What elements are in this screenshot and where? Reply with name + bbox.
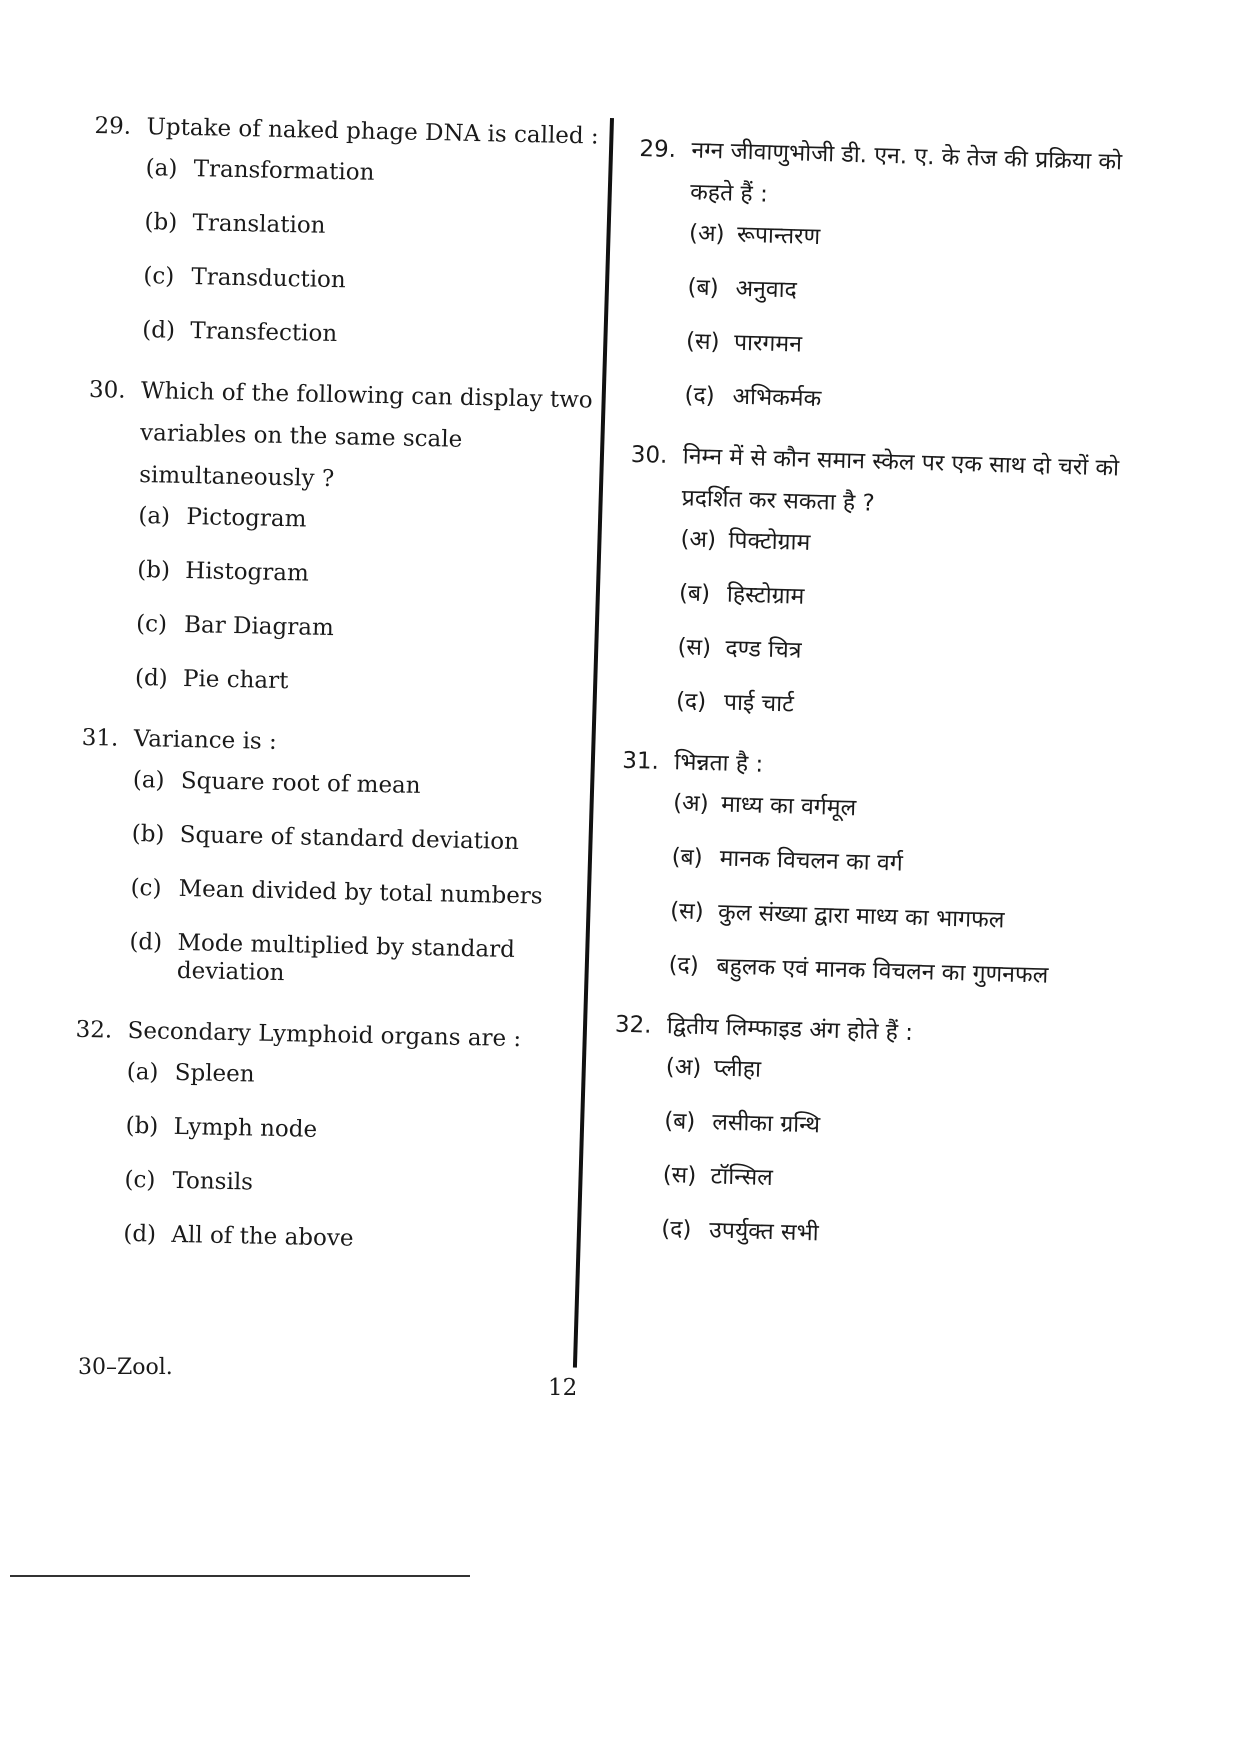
question-31-hi [616,740,1122,992]
option [664,1107,1113,1147]
option-label: (अ) [688,220,725,248]
option [665,1053,1114,1093]
option-label: (द) [660,1216,692,1243]
english-column [71,105,615,1284]
question-32-hi [609,1004,1115,1256]
page-number: 12 [548,1375,578,1401]
option-label: (c) [143,263,175,290]
option-text: अभिकर्मक [732,383,822,413]
option-label: (a) [138,503,171,530]
option-text: Square root of mean [180,767,421,799]
option-label: (c) [130,874,162,902]
option-label: (स) [677,634,712,662]
option-label: (a) [126,1058,159,1086]
option [662,1161,1111,1201]
scan-artifact-line [10,1575,470,1577]
question-text: Which of the following can display two variables on the same scale simultaneously ? [138,378,593,493]
option-label: (अ) [680,526,717,554]
question-30-hi [624,434,1132,728]
option-label: (c) [135,610,168,638]
option-label: (स) [662,1162,697,1189]
question-text: नग्न जीवाणुभोजी डी. एन. ए. के तेज की प्रक्रिया को कहते हैं : [689,137,1123,208]
option-label: (द) [668,952,700,979]
option [145,154,613,192]
option [130,874,598,912]
hindi-column [608,128,1140,1282]
option [137,556,605,594]
option-text: पिक्टोग्राम [728,527,811,556]
question-29-en [90,105,615,354]
option-label: (a) [132,766,165,794]
option-label: (ब) [663,1108,696,1135]
option-text: Square of standard deviation [179,821,520,856]
option-text: दण्ड चित्र [725,635,802,664]
option-label: (अ) [672,790,710,818]
option-text: पारगमन [733,329,803,358]
question-number: 29. [94,112,132,140]
option-label: (b) [136,556,171,584]
option [138,502,606,540]
option-text: Transfection [190,318,338,348]
option [687,273,1136,313]
option [123,1220,591,1258]
option-text: Transformation [193,156,375,186]
option [668,951,1117,991]
question-number: 32. [614,1011,652,1039]
option-label: (d) [123,1220,157,1248]
option-label: (b) [131,820,165,848]
option-text: बहुलक एवं मानक विचलन का गुणनफल [716,953,1049,989]
option-label: (ब) [678,580,711,608]
option-text: पाई चार्ट [723,689,795,718]
option-label: (d) [134,664,168,692]
option [689,219,1138,259]
option [680,525,1129,565]
option-text: Lymph node [173,1113,318,1143]
option [129,928,598,994]
option-label: (d) [142,317,176,344]
paper-code: 30–Zool. [78,1355,173,1380]
option [142,316,610,354]
option-text: Transduction [191,264,346,294]
option-text: प्लीहा [713,1055,762,1083]
option [131,820,599,858]
option [136,610,604,648]
option-label: (b) [125,1112,159,1140]
option [126,1058,594,1096]
question-text: भिन्नता है : [673,749,764,778]
option-label: (c) [124,1166,156,1194]
option [125,1112,593,1150]
option-text: माध्य का वर्गमूल [720,791,857,822]
option [133,766,601,804]
option-label: (d) [129,928,163,956]
question-text: Secondary Lymphoid organs are : [127,1017,522,1053]
option-label: (स) [685,328,720,356]
option-text: Spleen [174,1059,255,1088]
option [684,381,1133,421]
option-text: टॉन्सिल [710,1163,774,1192]
question-number: 29. [639,135,677,164]
option-text: उपर्युक्त सभी [708,1217,820,1247]
option-text: Mean divided by total numbers [178,875,543,910]
option-text: Histogram [184,557,310,587]
option [661,1215,1110,1255]
option-label: (द) [675,688,707,716]
option [670,897,1119,937]
question-number: 31. [621,747,660,775]
option [144,208,612,246]
option [673,789,1122,829]
option-text: Bar Diagram [183,611,335,642]
question-number: 31. [81,724,119,752]
question-32-en [71,1009,596,1258]
question-number: 32. [75,1016,113,1044]
option-text: Pie chart [182,665,289,695]
option-text: All of the above [171,1221,354,1252]
option-text: मानक विचलन का वर्ग [719,845,904,877]
question-29-hi [632,128,1140,422]
option-text: Mode multiplied by standard deviation [176,929,516,987]
option [677,633,1126,673]
option-text: Pictogram [186,504,307,533]
option-text: रूपान्तरण [736,221,821,251]
option [686,327,1135,367]
option-label: (ब) [687,274,720,302]
option-text: कुल संख्या द्वारा माध्य का भागफल [717,899,1005,934]
option-text: Translation [192,210,326,239]
question-31-en [77,717,602,994]
option [135,664,603,702]
question-text: निम्न में से कौन समान स्केल पर एक साथ दो चरों को प्रदर्शित कर सकता है ? [681,443,1120,517]
option-text: Tonsils [172,1167,254,1196]
option-text: हिस्टोग्राम [726,581,805,610]
option-label: (द) [684,382,716,410]
question-30-en [83,369,610,702]
option-text: लसीका ग्रन्थि [711,1109,821,1139]
option-label: (b) [144,209,178,236]
question-number: 30. [630,441,668,469]
option [143,262,611,300]
question-text: द्वितीय लिम्फाइड अंग होते हैं : [666,1013,914,1046]
option [676,687,1125,727]
option [671,843,1120,883]
question-text: Uptake of naked phage DNA is called : [146,114,599,150]
option-text: अनुवाद [735,275,798,304]
option-label: (ब) [671,844,704,872]
option [679,579,1128,619]
question-text: Variance is : [133,725,278,755]
option [124,1166,592,1204]
option-label: (स) [669,898,704,926]
option-label: (a) [145,155,178,182]
question-number: 30. [88,376,126,404]
option-label: (अ) [665,1054,702,1082]
